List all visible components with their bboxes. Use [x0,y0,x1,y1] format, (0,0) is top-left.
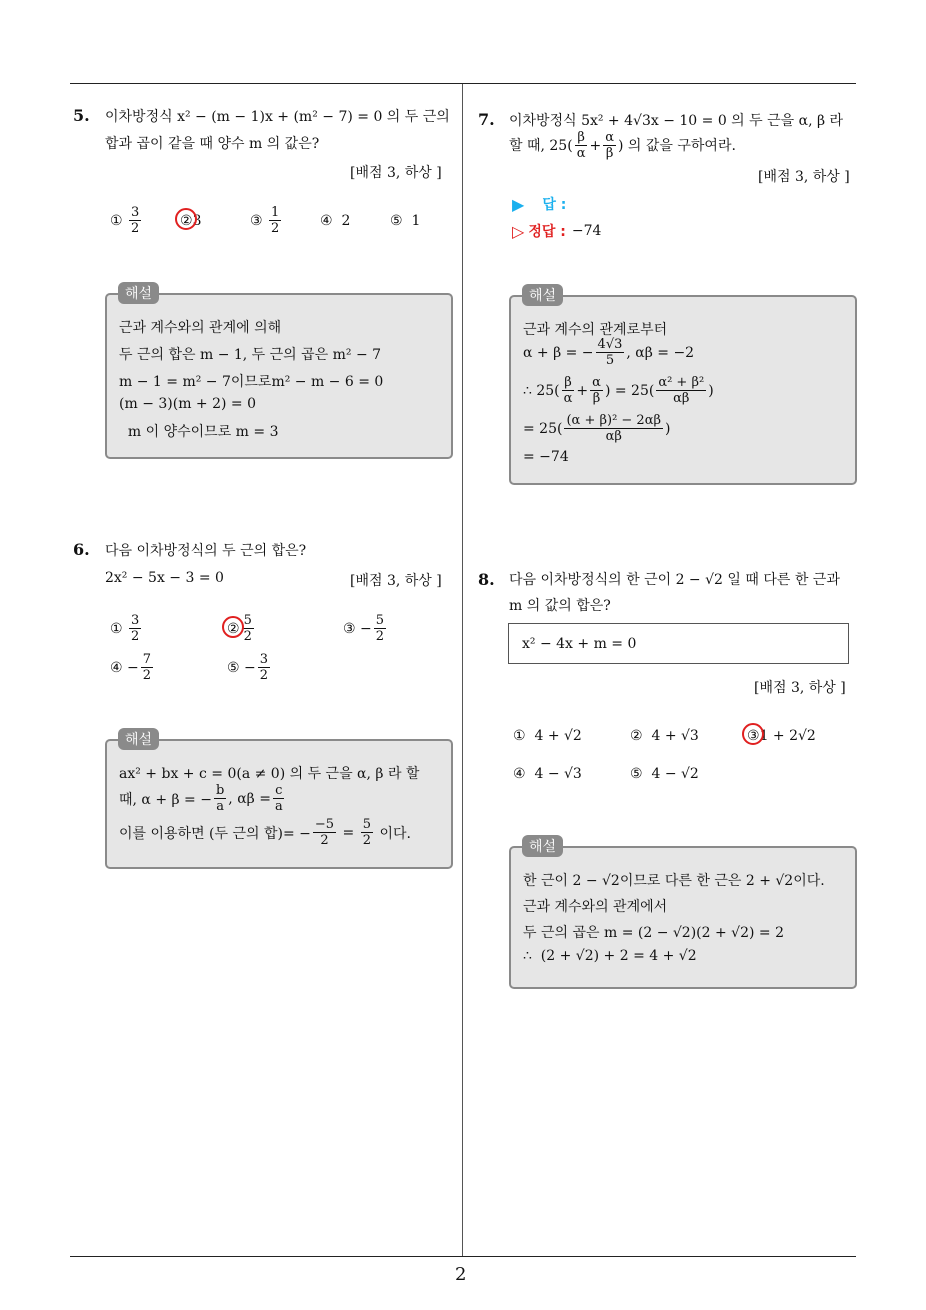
explanation-line: α + β = − $\frac{4√3}{5}$ , αβ = −2 [523,337,695,368]
explanation-line: 근과 계수와의 관계에 의해 [119,320,282,336]
fraction: $\frac{3}{2}$ [131,613,140,644]
selected-mark [175,208,197,230]
fraction: $\frac{1}{2}$ [271,205,280,236]
fraction: $\frac{3}{2}$ [259,652,269,683]
explanation-line: = −74 [523,449,569,465]
explanation-line: 때, α + β = − $\frac{b}{a}$ , αβ = $\frac{c}{a}$ [119,783,283,814]
question-text-line2: 할 때, 25( $\frac{\beta}{\alpha}$ + $\frac{\alpha}{\beta}$ ) 의 값을 구하여라. [509,130,736,161]
correct-arrow-icon: ▷ [512,221,525,241]
choice-4[interactable]: ④ 4 − √3 [513,766,582,782]
explanation-tab: 해설 [522,835,563,857]
boxed-equation: x² − 4x + m = 0 [522,636,637,652]
explanation-line: 이를 이용하면 (두 근의 합)= − $\frac{-5}{2}$ = $\frac{5}{2}$ 이다. [119,817,411,848]
choice-label: ① [110,212,123,229]
choice-label: ② [227,621,240,637]
correct-answer-row [512,221,601,241]
question-equation: 2x² − 5x − 3 = 0 [105,570,224,586]
choice-1[interactable] [110,613,143,644]
question-number: 7. [478,110,495,129]
choice-label: ① [513,728,526,744]
explanation-tab: 해설 [118,728,159,750]
explanation-line: 두 근의 곱은 m = (2 − √2)(2 + √2) = 2 [523,925,784,941]
choice-2[interactable] [227,613,256,644]
explanation-tab: 해설 [118,282,159,304]
question-number: 8. [478,570,495,589]
question-text-line1: 이차방정식 5x² + 4√3x − 10 = 0 의 두 근을 α, β 라 [509,113,844,129]
choice-4[interactable]: ④ 2 [320,213,351,229]
fraction: $\frac{7}{2}$ [142,652,152,683]
choice-2[interactable]: ② 4 + √3 [630,728,699,744]
explanation-box [509,288,857,485]
explanation-line: 근과 계수의 관계로부터 [523,322,668,338]
fraction: $\frac{5}{2}$ [375,613,385,644]
question-number: 5. [73,106,90,125]
selected-mark [742,723,764,745]
answer-label: 답 : [542,197,567,213]
score-meta: [배점 3, 하상 ] [754,680,846,696]
choice-label: ④ [320,213,333,229]
choice-5[interactable]: ⑤ − $\frac{3}{2}$ [227,652,269,683]
column-divider [462,84,463,1256]
choice-label: ⑤ [227,659,240,676]
choice-4[interactable]: ④ − $\frac{7}{2}$ [110,652,152,683]
explanation-line: 근과 계수와의 관계에서 [523,899,668,915]
explanation-line: 한 근이 2 − √2이므로 다른 한 근은 2 + √2이다. [523,873,825,889]
correct-label: 정답 : [528,224,566,240]
answer-arrow-icon: ▶ [512,194,525,214]
choice-5[interactable]: ⑤ 4 − √2 [630,766,699,782]
question-text-line2: m 의 값의 합은? [509,598,611,614]
explanation-box [105,732,453,869]
choice-label: ① [110,620,123,637]
fraction: $\frac{5}{2}$ [243,613,252,644]
choice-label: ④ [513,766,526,782]
choice-label: ③ [747,728,760,744]
explanation-line: ∴ (2 + √2) + 2 = 4 + √2 [523,948,697,964]
question-text-line1: 다음 이차방정식의 한 근이 2 − √2 일 때 다른 한 근과 [509,572,840,588]
question-text-line2: 합과 곱이 같을 때 양수 m 의 값은? [105,136,320,152]
choice-3[interactable]: ③ − $\frac{5}{2}$ [343,613,385,644]
correct-value: −74 [571,223,602,239]
top-rule [70,83,856,84]
score-meta: [배점 3, 하상 ] [758,169,850,185]
choice-label: ③ [250,212,263,229]
explanation-box [105,286,453,459]
score-meta: [배점 3, 하상 ] [350,165,442,181]
explanation-line: = 25( $\frac{\text{(α + β)² − 2αβ}}{\alpha\beta}$ ) [523,413,671,444]
choice-label: ⑤ [630,766,643,782]
explanation-line: 두 근의 합은 m − 1, 두 근의 곱은 m² − 7 [119,347,382,363]
choice-label: ⑤ [390,213,403,229]
equation-box [508,623,849,664]
choice-label: ② [180,213,193,229]
question-text-line1: 이차방정식 x² − (m − 1)x + (m² − 7) = 0 의 두 근의 [105,109,450,125]
explanation-tab: 해설 [522,284,563,306]
question-text-line1: 다음 이차방정식의 두 근의 합은? [105,543,307,559]
choice-label: ③ [343,620,356,637]
explanation-line: (m − 3)(m + 2) = 0 [119,396,257,412]
choice-label: ② [630,728,643,744]
explanation-box [509,839,857,989]
page-number: 2 [455,1264,467,1285]
choice-3[interactable] [250,205,283,236]
explanation-line: m 이 양수이므로 m = 3 [119,424,279,440]
bottom-rule [70,1256,856,1257]
score-meta: [배점 3, 하상 ] [350,573,442,589]
choice-2[interactable]: ② 3 [180,213,201,229]
choice-5[interactable]: ⑤ 1 [390,213,421,229]
question-number: 6. [73,540,90,559]
choice-label: ④ [110,659,123,676]
explanation-line: ax² + bx + c = 0(a ≠ 0) 의 두 근을 α, β 라 할 [119,766,420,782]
explanation-line: m − 1 = m² − 7이므로m² − m − 6 = 0 [119,374,384,390]
fraction: $\frac{3}{2}$ [131,205,140,236]
selected-mark [222,616,244,638]
choice-3[interactable]: ③ 1 + 2√2 [747,728,816,744]
choice-1[interactable] [110,205,143,236]
answer-row [512,194,566,214]
choice-1[interactable]: ① 4 + √2 [513,728,582,744]
explanation-line: ∴ 25( $\frac{\beta}{\alpha}$ + $\frac{\alpha}{\beta}$ ) = 25( $\frac{\text{α² + β²}}{\alpha\beta}$ ) [523,375,714,406]
